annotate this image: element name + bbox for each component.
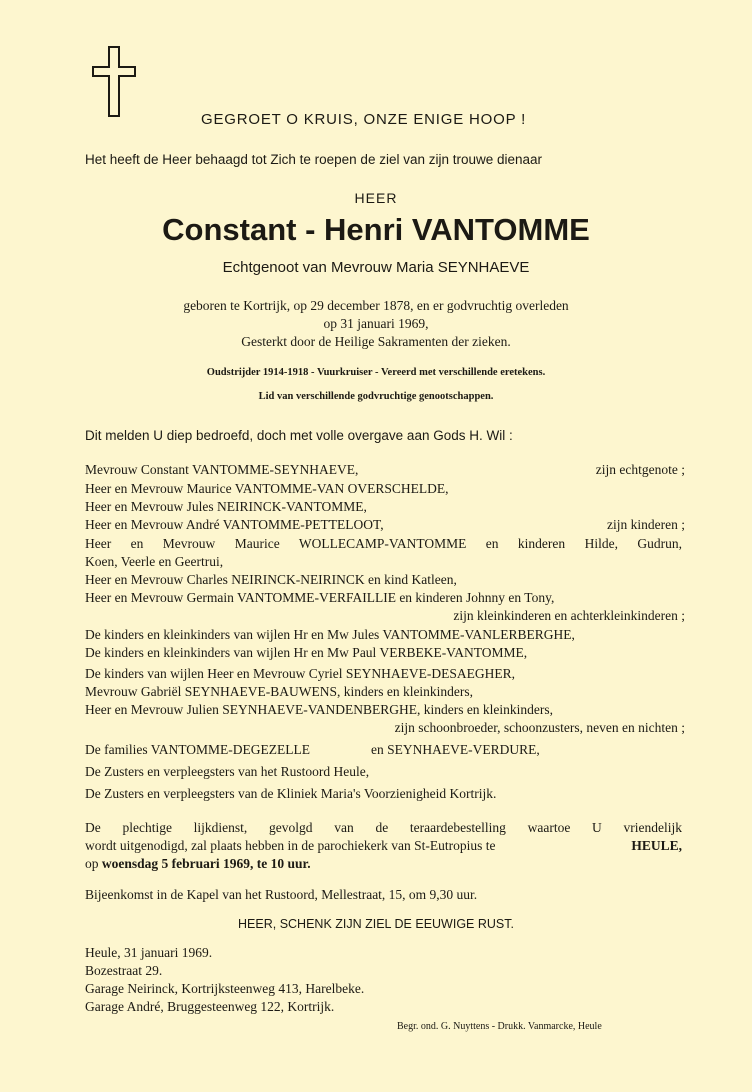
death-line: op 31 januari 1969, — [323, 316, 429, 331]
mourner-line — [85, 645, 685, 661]
gathering-line: Bijeenkomst in de Kapel van het Rustoord, Mellestraat, 15, om 9,30 uur. — [85, 887, 478, 902]
mourner-line — [85, 702, 685, 718]
mourner-line — [85, 481, 685, 497]
mourner-line — [85, 786, 685, 802]
address-line: Garage Neirinck, Kortrijksteenweg 413, Harelbeke. — [85, 981, 365, 996]
deceased-name: Constant - Henri VANTOMME — [162, 212, 590, 247]
cross-icon — [90, 46, 138, 118]
address-line: Bozestraat 29. — [85, 963, 163, 978]
mourner-text: Heer en Mevrouw Maurice VANTOMME-VAN OVERSCHELDE, — [85, 481, 449, 496]
mourner-text: Heer en Mevrouw Germain VANTOMME-VERFAILLIE en kinderen Johnny en Tony, — [85, 590, 555, 605]
mourner-line — [85, 627, 685, 643]
mourner-line — [85, 742, 685, 758]
mourner-relation: zijn kleinkinderen en achterkleinkinderen ; — [453, 608, 685, 623]
mourner-relation: zijn echtgenote ; — [595, 462, 685, 477]
mourner-line — [85, 590, 685, 606]
service-date: woensdag 5 februari 1969, te 10 uur. — [101, 856, 311, 871]
mourner-text: De Zusters en verpleegsters van de Kliniek Maria's Voorzienigheid Kortrijk. — [85, 786, 497, 801]
mourner-line — [85, 517, 685, 533]
mourner-line — [85, 554, 685, 570]
birth-line: geboren te Kortrijk, op 29 december 1878, en er godvruchtig overleden — [183, 298, 569, 313]
mourner-line — [85, 572, 685, 588]
service-line — [85, 838, 682, 854]
mourner-text: De families VANTOMME-DEGEZELLE — [85, 742, 310, 757]
sacraments-line: Gesterkt door de Heilige Sakramenten der zieken. — [241, 334, 511, 349]
mourner-text: De kinders van wijlen Heer en Mevrouw Cyriel SEYNHAEVE-DESAEGHER, — [85, 666, 516, 681]
mourner-text: Heer en Mevrouw Jules NEIRINCK-VANTOMME, — [85, 499, 367, 514]
mourner-line — [85, 666, 685, 682]
mourner-line — [85, 764, 685, 780]
mourner-line — [85, 499, 685, 515]
address-line: Heule, 31 januari 1969. — [85, 945, 213, 960]
mourner-text: Mevrouw Gabriël SEYNHAEVE-BAUWENS, kinders en kleinkinders, — [85, 684, 474, 699]
mourner-text: Heer en Mevrouw André VANTOMME-PETTELOOT, — [85, 517, 384, 532]
mourner-text: De Zusters en verpleegsters van het Rustoord Heule, — [85, 764, 370, 779]
mourner-text: Mevrouw Constant VANTOMME-SEYNHAEVE, — [85, 462, 359, 477]
service-line — [85, 856, 685, 872]
mourner-relation: zijn kinderen ; — [607, 517, 685, 532]
mourner-relation: zijn schoonbroeder, schoonzusters, neven en nichten ; — [394, 720, 685, 735]
spouse-line: Echtgenoot van Mevrouw Maria SEYNHAEVE — [222, 259, 530, 276]
societies-line: Lid van verschillende godvruchtige genootschappen. — [258, 391, 494, 402]
printer-credit: Begr. ond. G. Nuyttens - Drukk. Vanmarcke, Heule — [397, 1021, 602, 1032]
announcement: Dit melden U diep bedroefd, doch met volle overgave aan Gods H. Wil : — [85, 428, 513, 443]
service-text: op — [85, 856, 99, 871]
intro-text: Het heeft de Heer behaagd tot Zich te roepen de ziel van zijn trouwe dienaar — [85, 152, 543, 167]
mourner-text: De kinders en kleinkinders van wijlen Hr en Mw Paul VERBEKE-VANTOMME, — [85, 645, 528, 660]
prayer-line: HEER, SCHENK ZIJN ZIEL DE EEUWIGE RUST. — [238, 917, 514, 931]
greeting: GEGROET O KRUIS, ONZE ENIGE HOOP ! — [201, 111, 527, 128]
honorific: HEER — [354, 190, 398, 206]
address-line: Garage André, Bruggesteenweg 122, Kortrijk. — [85, 999, 335, 1014]
mourner-text: Koen, Veerle en Geertrui, — [85, 554, 224, 569]
mourner-text: en SEYNHAEVE-VERDURE, — [371, 742, 540, 757]
mourner-line — [85, 462, 685, 478]
mourner-line: Heer en Mevrouw Maurice WOLLECAMP-VANTOMME en kinderen Hilde, Gudrun, — [85, 536, 682, 551]
honors-line: Oudstrijder 1914-1918 - Vuurkruiser - Vereerd met verschillende eretekens. — [206, 367, 546, 378]
mourner-line — [85, 684, 685, 700]
service-text: wordt uitgenodigd, zal plaats hebben in de parochiekerk van St-Eutropius te — [85, 838, 496, 853]
service-place: HEULE, — [631, 838, 682, 853]
service-line: De plechtige lijkdienst, gevolgd van de teraardebestelling waartoe U vriendelijk — [85, 820, 682, 835]
mourner-text: Heer en Mevrouw Charles NEIRINCK-NEIRINCK en kind Katleen, — [85, 572, 457, 587]
mourner-text: Heer en Mevrouw Julien SEYNHAEVE-VANDENBERGHE, kinders en kleinkinders, — [85, 702, 554, 717]
mourner-text: De kinders en kleinkinders van wijlen Hr en Mw Jules VANTOMME-VANLERBERGHE, — [85, 627, 575, 642]
